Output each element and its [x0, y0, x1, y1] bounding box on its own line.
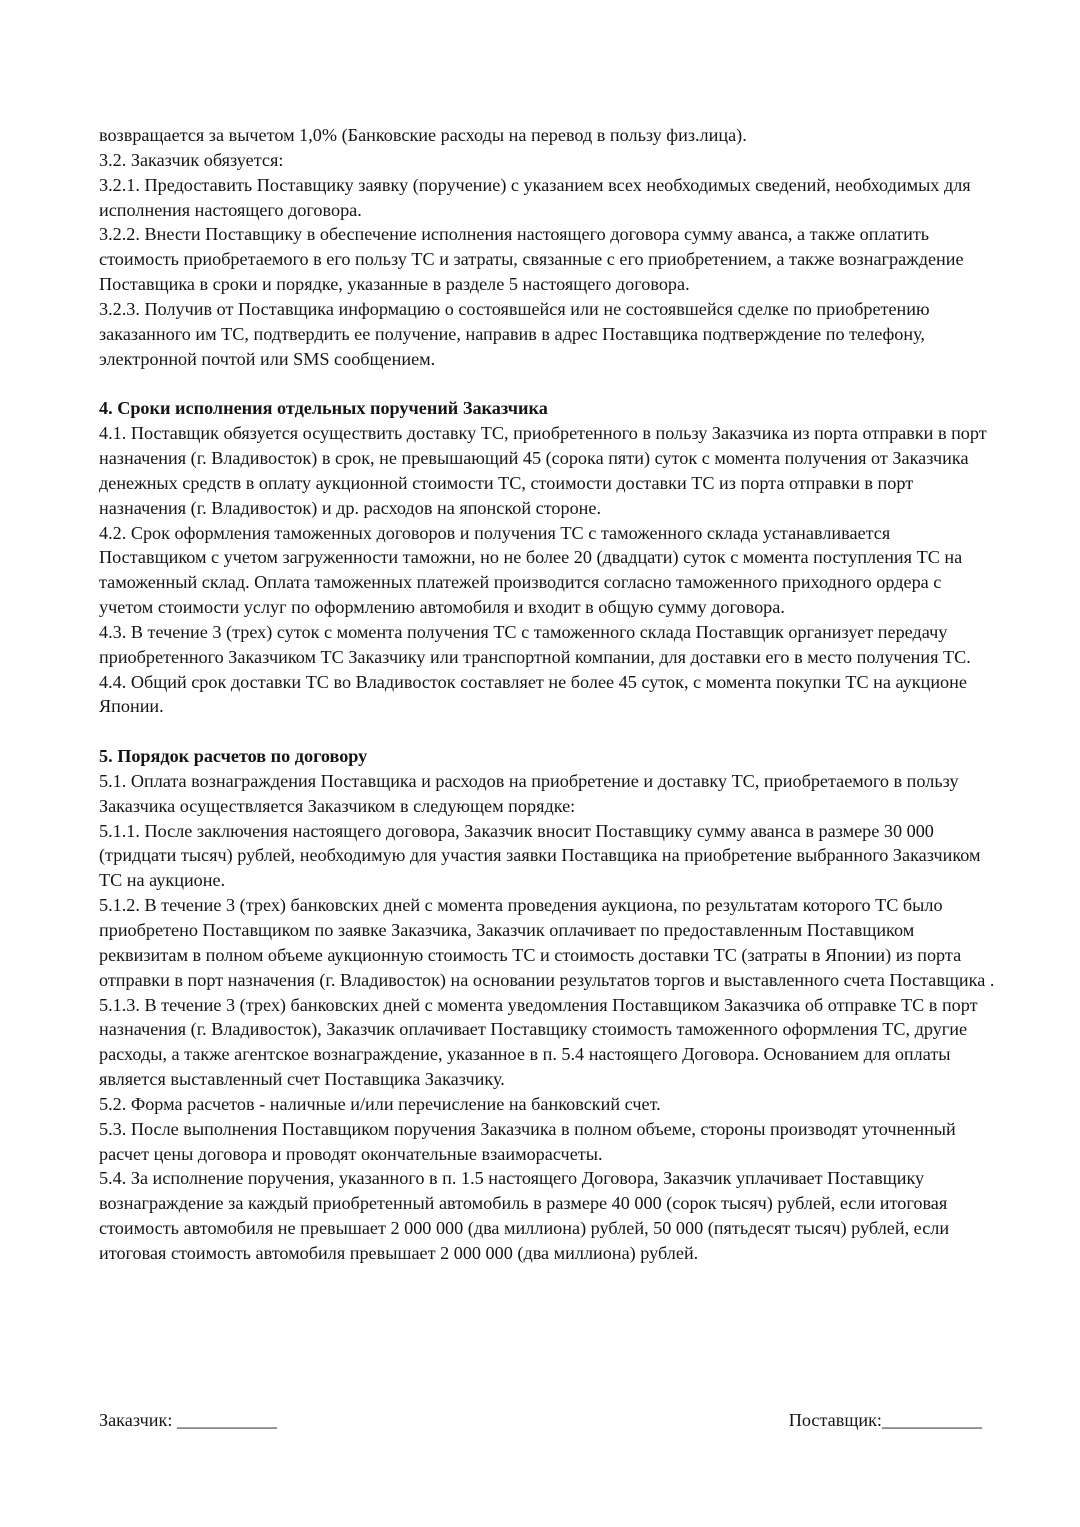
paragraph-5-1-3: 5.1.3. В течение 3 (трех) банковских дней с момента уведомления Поставщиком Заказчика об отправке ТС в порт назначения (г. Владивосток), Заказчик оплачивает Поставщику стоимость таможенного оформления ТС, другие расходы, а также агентское вознаграждение, указанное в п. 5.4 настоящего Договора. Основанием для оплаты является выставленный счет Поставщика Заказчику. [99, 994, 978, 1090]
supplier-signature-line: Поставщик:___________ [788, 1410, 982, 1430]
paragraph-4-3: 4.3. В течение 3 (трех) суток с момента получения ТС с таможенного склада Поставщик организует передачу приобретенного Заказчиком ТС Заказчику или транспортной компании, для доставки его в место получения ТС. [99, 621, 971, 667]
paragraph-5-1-2: 5.1.2. В течение 3 (трех) банковских дней с момента проведения аукциона, по результатам которого ТС было приобретено Поставщиком по заявке Заказчика, Заказчик оплачивает по предоставленным Поставщиком реквизитам в полном объеме аукционную стоимость ТС и стоимость доставки ТС (затраты в Японии) из порта отправки в порт назначения (г. Владивосток) на основании результатов торгов и выставленного счета Поставщика . [99, 895, 995, 990]
paragraph-3-1-tail: возвращается за вычетом 1,0% (Банковские расходы на перевод в пользу физ.лица). [99, 125, 747, 145]
signature-block [99, 1408, 982, 1438]
paragraph-5-3: 5.3. После выполнения Поставщиком поручения Заказчика в полном объеме, стороны производят уточненный расчет цены договора и проводят окончательные взаиморасчеты. [99, 1118, 956, 1164]
paragraph-5-1: 5.1. Оплата вознаграждения Поставщика и расходов на приобретение и доставку ТС, приобретаемого в пользу Заказчика осуществляется Заказчиком в следующем порядке: [99, 770, 959, 816]
paragraph-5-4: 5.4. За исполнение поручения, указанного в п. 1.5 настоящего Договора, Заказчик уплачивает Поставщику вознаграждение за каждый приобретенный автомобиль в размере 40 000 (сорок тысяч) рублей, если итоговая стоимость автомобиля не превышает 2 000 000 (два миллиона) рублей, 50 000 (пятьдесят тысяч) рублей, если итоговая стоимость автомобиля превышает 2 000 000 (два миллиона) рублей. [99, 1168, 950, 1263]
section-gap [99, 371, 999, 396]
paragraph-4-2: 4.2. Срок оформления таможенных договоров и получения ТС с таможенного склада устанавливается Поставщиком с учетом загруженности таможни, но не более 20 (двадцати) суток с момента поступления ТС на таможенный склад. Оплата таможенных платежей производится согласно таможенного приходного ордера с учетом стоимости услуг по оформлению автомобиля и входит в общую сумму договора. [99, 522, 963, 618]
paragraph-5-2: 5.2. Форма расчетов - наличные и/или перечисление на банковский счет. [99, 1093, 661, 1114]
paragraph-4-4: 4.4. Общий срок доставки ТС во Владивосток составляет не более 45 суток, с момента покупки ТС на аукционе Японии. [99, 671, 967, 717]
paragraph-4-1: 4.1. Поставщик обязуется осуществить доставку ТС, приобретенного в пользу Заказчика из порта отправки в порт назначения (г. Владивосток) в срок, не превышающий 45 (сорока пяти) суток с момента получения от Заказчика денежных средств в оплату аукционной стоимости ТС, стоимости доставки ТС из порта отправки в порт назначения (г. Владивосток) и др. расходов на японской стороне. [99, 423, 987, 518]
paragraph-3-2: 3.2. Заказчик обязуется: [99, 149, 284, 170]
paragraph-5-1-1: 5.1.1. После заключения настоящего договора, Заказчик вносит Поставщику сумму аванса в размере 30 000 (тридцати тысяч) рублей, необходимую для участия заявки Поставщика на приобретение выбранного Заказчиком ТС на аукционе. [99, 820, 981, 891]
paragraph-3-2-1: 3.2.1. Предоставить Поставщику заявку (поручение) с указанием всех необходимых сведений, необходимых для исполнения настоящего договора. [99, 174, 971, 220]
document-body [99, 123, 999, 1266]
paragraph-3-2-3: 3.2.3. Получив от Поставщика информацию о состоявшейся или не состоявшейся сделке по приобретению заказанного им ТС, подтвердить ее получение, направив в адрес Поставщика подтверждение по телефону, электронной почтой или SMS сообщением. [99, 298, 930, 369]
section-5-heading: 5. Порядок расчетов по договору [99, 746, 368, 767]
section-4-heading: 4. Сроки исполнения отдельных поручений Заказчика [99, 398, 548, 419]
paragraph-3-2-2: 3.2.2. Внести Поставщику в обеспечение исполнения настоящего договора сумму аванса, а также оплатить стоимость приобретаемого в его пользу ТС и затраты, связанные с его приобретением, а также вознаграждение Поставщика в сроки и порядке, указанные в разделе 5 настоящего договора. [99, 224, 964, 295]
section-gap [99, 719, 999, 744]
customer-signature-line: Заказчик: ___________ [99, 1410, 277, 1430]
